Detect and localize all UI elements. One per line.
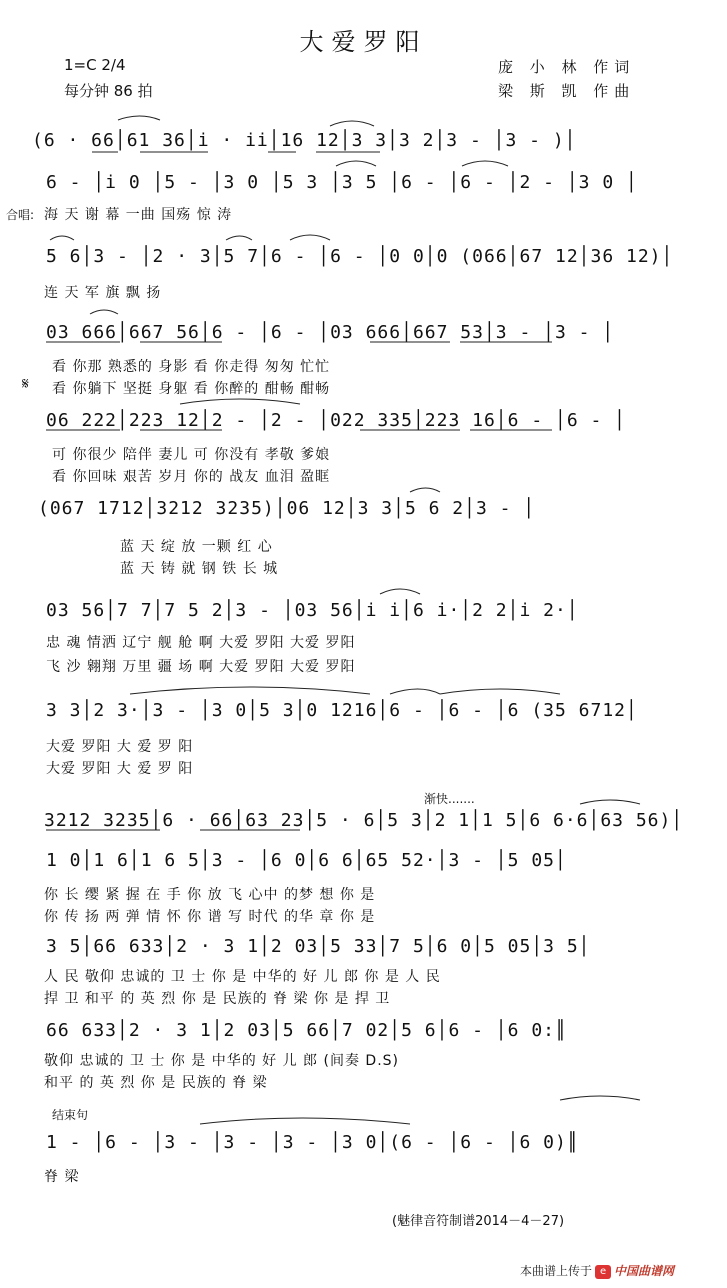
slur-arc (410, 488, 440, 492)
score-line-11: 3 5│66 633│2 · 3 1│2 03│5 33│7 5│6 0│5 05│3 5│ (46, 936, 591, 957)
lyric-line-5a: 可 你很少 陪伴 妻儿 可 你没有 孝敬 爹娘 (52, 447, 331, 463)
key-signature: 1=C 2/4 (64, 56, 126, 74)
slur-arc (580, 800, 640, 804)
lyric-line-7b: 飞 沙 翱翔 万里 疆 场 啊 大爱 罗阳 大爱 罗阳 (46, 659, 356, 675)
lyric-line-ending: 脊 梁 (44, 1169, 80, 1185)
lyric-line-7a: 忠 魂 情洒 辽宁 舰 舱 啊 大爱 罗阳 大爱 罗阳 (46, 635, 356, 651)
slur-arc (380, 589, 420, 594)
slur-arc (330, 121, 374, 126)
transcription-credit: (魅律音符制谱2014－4－27) (392, 1214, 565, 1229)
lyric-line-8a: 大爱 罗阳 大 爱 罗 阳 (46, 739, 194, 755)
slur-arc (440, 689, 560, 694)
slur-arc (336, 161, 376, 166)
score-line-6: (067 1712│3212 3235)│06 12│3 3│5 6 2│3 - │ (38, 498, 536, 519)
lyric-line-2a: 海 天 谢 幕 一曲 国殇 惊 涛 (44, 207, 233, 223)
lyric-line-4a: 看 你那 熟悉的 身影 看 你走得 匆匆 忙忙 (52, 359, 331, 375)
score-line-3: 5 6│3 - │2 · 3│5 7│6 - │6 - │0 0│0 (066│67 12│36 12)│ (46, 246, 674, 267)
site-name: 中国曲谱网 (614, 1264, 675, 1278)
slur-arc (180, 399, 300, 404)
lyricist-credit: 庞 小 林 作词 (498, 58, 636, 76)
lyric-line-8b: 大爱 罗阳 大 爱 罗 阳 (46, 761, 194, 777)
score-line-10: 1 0│1 6│1 6 5│3 - │6 0│6 6│65 52·│3 - │5 05│ (46, 850, 567, 871)
tempo-marking: 每分钟 86 拍 (64, 82, 153, 100)
site-prefix: 本曲谱上传于 (520, 1264, 593, 1278)
slur-arc (50, 236, 74, 240)
lyric-line-6a: 蓝 天 绽 放 一颗 红 心 (120, 539, 273, 555)
slur-arc (130, 687, 370, 694)
lyric-line-5b: 看 你回味 艰苦 岁月 你的 战友 血泪 盈眶 (52, 469, 331, 485)
segno-sign: 𝄋 (22, 374, 29, 393)
slur-arc (90, 310, 118, 314)
score-line-ending: 1 - │6 - │3 - │3 - │3 - │3 0│(6 - │6 - │6 0)║ (46, 1132, 579, 1153)
slur-arc (200, 1118, 410, 1124)
score-line-4: 03 666│667 56│6 - │6 - │03 666│667 53│3 - │3 - │ (46, 322, 615, 343)
score-line-5: 06 222│223 12│2 - │2 - │022 335│223 16│6 - │6 - │ (46, 410, 627, 431)
lyric-line-4b: 看 你躺下 坚挺 身躯 看 你醉的 酣畅 酣畅 (52, 381, 331, 397)
lyric-line-11a: 人 民 敬仰 忠诚的 卫 士 你 是 中华的 好 儿 郎 你 是 人 民 (44, 969, 441, 985)
slur-arc (390, 689, 440, 694)
lyric-line-10b: 你 传 扬 两 弹 情 怀 你 谱 写 时代 的华 章 你 是 (44, 909, 376, 925)
slur-arc (560, 1096, 640, 1100)
lyric-line-6b: 蓝 天 铸 就 钢 铁 长 城 (120, 561, 279, 577)
score-line-9: 3212 3235│6 · 66│63 23│5 · 6│5 3│2 1│1 5│6 6·6│63 56)│ (44, 810, 684, 831)
slur-arc (462, 161, 508, 166)
site-logo-icon: e (595, 1265, 611, 1279)
score-line-1: (6 · 66│61 36│i · ii│16 12│3 3│3 2│3 - │3 - )│ (32, 130, 577, 151)
composer-credit: 梁 斯 凯 作曲 (498, 82, 636, 100)
lyric-line-11b: 捍 卫 和平 的 英 烈 你 是 民族的 脊 梁 你 是 捍 卫 (44, 991, 391, 1007)
chorus-label: 合唱: (6, 208, 35, 222)
slur-arc (290, 235, 330, 240)
score-line-8: 3 3│2 3·│3 - │3 0│5 3│0 1216│6 - │6 - │6 (35 6712│ (46, 700, 638, 721)
lyric-line-12b: 和平 的 英 烈 你 是 民族的 脊 梁 (44, 1075, 268, 1091)
score-line-7: 03 56│7 7│7 5 2│3 - │03 56│i i│6 i·│2 2│i 2·│ (46, 600, 579, 621)
slur-arc (118, 116, 160, 120)
slur-arc (226, 236, 252, 240)
tempo-change-mark: 渐快....... (424, 792, 475, 806)
score-line-2: 6 - │i 0 │5 - │3 0 │5 3 │3 5 │6 - │6 - │2 - │3 0 │ (46, 172, 638, 193)
lyric-line-12a: 敬仰 忠诚的 卫 士 你 是 中华的 好 儿 郎 (间奏 D.S) (44, 1053, 399, 1069)
song-title: 大爱罗阳 (299, 28, 428, 56)
ending-label: 结束句 (52, 1108, 89, 1122)
lyric-line-3a: 连 天 军 旗 飘 扬 (44, 285, 162, 301)
lyric-line-10a: 你 长 缨 紧 握 在 手 你 放 飞 心中 的梦 想 你 是 (44, 887, 376, 903)
score-line-12: 66 633│2 · 3 1│2 03│5 66│7 02│5 6│6 - │6 0:║ (46, 1020, 567, 1041)
